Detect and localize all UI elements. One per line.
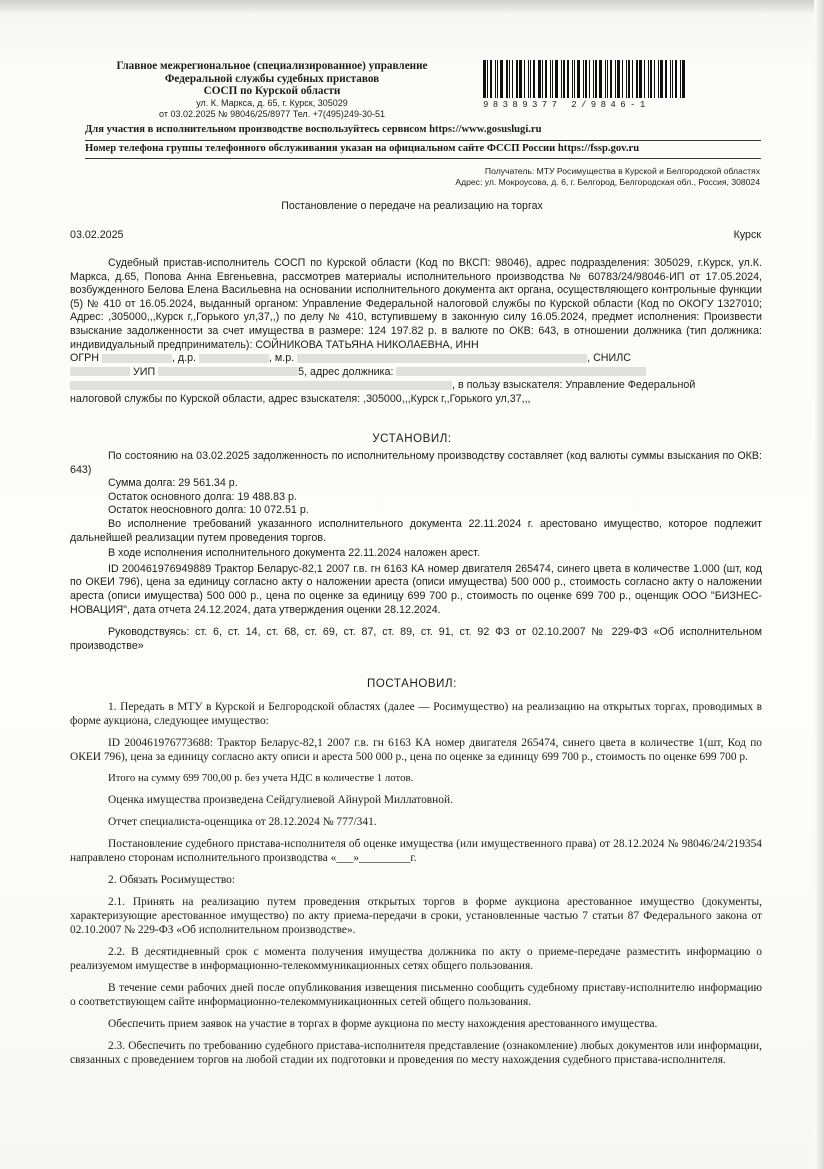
barcode-number: 98389377 2/9846-1 xyxy=(483,100,650,110)
barcode-bar xyxy=(524,60,525,98)
decision-2: 2. Обязать Росимущество: xyxy=(108,874,236,886)
recipient-address: Адрес: ул. Мокроусова, д. 6, г. Белгород, Белгородская обл., Россия, 308024 xyxy=(455,177,760,187)
issuer-ref: от 03.02.2025 № 98046/25/8977 Тел. +7(495)249-30-51 xyxy=(159,108,385,119)
barcode-bar xyxy=(516,60,518,98)
debt-main: Остаток основного долга: 19 488.83 р. xyxy=(108,490,297,503)
date-city-row xyxy=(70,229,761,241)
barcode-bar xyxy=(577,60,580,98)
barcode-bar xyxy=(636,60,638,98)
barcode-bar xyxy=(648,60,649,98)
barcode-bar xyxy=(615,60,616,98)
barcode-bar xyxy=(550,60,551,98)
intro-block xyxy=(70,257,762,407)
barcode-bar xyxy=(650,60,652,98)
redacted-birthplace xyxy=(297,354,587,363)
barcode-bar xyxy=(628,60,630,98)
barcode-bar xyxy=(660,60,663,98)
barcode-bar xyxy=(528,60,529,98)
legal-basis: Руководствуясь: ст. 6, ст. 14, ст. 68, ст. 69, ст. 87, ст. 89, ст. 91, ст. 92 ФЗ от 02.10.2007 № 229-ФЗ «Об исполнительном производстве» xyxy=(70,626,762,652)
barcode-bar xyxy=(682,60,685,98)
barcode-bar xyxy=(512,60,513,98)
intro-claimant-line xyxy=(70,379,762,393)
phone-notice: Номер телефона группы телефонного обслуживания указан на официальном сайте ФССП России https://fssp.gov.ru xyxy=(85,143,640,154)
decision-1: 1. Передать в МТУ в Курской и Белгородской областях (далее — Росимущество) на реализацию на открытых торгах, проводимых в форме аукциона, следующее имущество: xyxy=(70,701,762,727)
redacted-address-cont xyxy=(70,381,452,390)
barcode-bar xyxy=(593,60,594,98)
decision-2-3: 2.3. Обеспечить по требованию судебного пристава-исполнителя представление (ознакомление) любых документов или информации, связанных с проведением торгов на любой стадии их подготовки и проведения по месту нахождения судебного пристава-исполнителя. xyxy=(70,1040,762,1066)
decision-1-item: ID 200461976773688: Трактор Беларус-82,1 2007 г.в. гн 6163 КА номер двигателя 265474, синего цвета в количестве 1(шт, Код по ОКЕИ 796), цена за единицу согласно акту описи и ареста 500 000 р., цена по оценке за единицу 699 700 р., стоимость по оценке 699 700 р. xyxy=(70,737,762,763)
decision-2-2: 2.2. В десятидневный срок с момента получения имущества должника по акту о приеме-передаче разместить информацию о реализуемом имуществе в информационно-телекоммуникационных сетях общего пользования. xyxy=(70,946,762,972)
issuer-line-2: Федеральной службы судебных приставов xyxy=(164,72,380,85)
barcode-bar xyxy=(658,60,659,98)
established-block xyxy=(70,450,762,653)
barcode-bar xyxy=(644,60,645,98)
debtor-address-label: 5, адрес должника: xyxy=(298,365,394,378)
intro-paragraph: Судебный пристав-исполнитель СОСП по Курской области (Код по ВКСП: 98046), адрес подразделения: 305029, г.Курск, ул.К. Маркса, д.65, Попова Анна Евгеньевна, рассмотрев материалы исполнительного производства № 60783/24/98046-ИП от 17.05.2024, возбужденного Белова Елена Васильевна на основании исполнительного документа акт органа, осуществляющего контрольные функции (5) № 410 от 16.05.2024, выданный органом: Управление Федеральной налоговой службы по Курской области (Код по ОКОГУ 1327010; Адрес: ,305000,,,Курск г,,Горького ул,37,,) по делу № 410, вступившему в законную силу 16.05.2024, предмет исполнения: Произвести взыскание задолженности за счет имущества в размере: 124 197.82 р. в валюте по ОКВ: 643, в отношении должника (тип должника: индивидуальный предприниматель): СОЙНИКОВА ТАТЬЯНА НИКОЛАЕВНА, ИНН xyxy=(70,257,762,351)
debt-nonmain: Остаток неосновного долга: 10 072.51 р. xyxy=(108,504,309,517)
arrest-text: Во исполнение требований указанного исполнительного документа 22.11.2024 г. арестовано имущество, которое подлежит дальнейшей реализации путем проведения торгов. xyxy=(70,517,762,544)
barcode-bar xyxy=(567,60,569,98)
arrest-text-2: В ходе исполнения исполнительного документа 22.11.2024 наложен арест. xyxy=(108,547,480,560)
snils-label: , СНИЛС xyxy=(587,352,631,365)
barcode-bar xyxy=(542,60,543,98)
barcode-bar xyxy=(583,60,584,98)
barcode-bar xyxy=(530,60,531,98)
barcode-bar xyxy=(670,60,671,98)
barcode-bar xyxy=(561,60,562,98)
issuer-address: ул. К. Маркса, д. 65, г. Курск, 305029 xyxy=(196,97,348,108)
barcode-bar xyxy=(574,60,575,98)
barcode-bar xyxy=(622,60,623,98)
barcode-bar xyxy=(599,60,602,98)
arrested-item: ID 200461976949889 Трактор Беларус-82,1 2007 г.в. гн 6163 КА номер двигателя 265474, синего цвета в количестве 1.000 (шт, код по ОКЕИ 796), цена за единицу согласно акту о наложении ареста (описи имущества) 500 000 р., стоимость согласно акту о наложении ареста (описи имущества) 500 000 р., цена по оценке за единицу 699 700 р., стоимость по оценке 699 700 р., оценщик ООО "БИЗНЕС-НОВАЦИЯ", дата отчета 24.12.2024, дата утверждения оценки 28.12.2024. xyxy=(70,562,762,616)
document-city: Курск xyxy=(733,229,761,241)
decision-report: Отчет специалиста-оценщика от 28.12.2024 № 777/341. xyxy=(108,816,377,828)
decided-heading: ПОСТАНОВИЛ: xyxy=(367,678,457,690)
barcode-bar xyxy=(572,60,573,98)
birthdate-label: , д.р. xyxy=(171,352,196,365)
barcode-bars xyxy=(483,60,761,98)
uip-label: УИП xyxy=(132,365,156,378)
barcode-bar xyxy=(680,60,681,98)
barcode-bar xyxy=(595,60,597,98)
barcode-bar xyxy=(607,60,608,98)
barcode-bar xyxy=(483,60,486,98)
barcode-bar xyxy=(509,60,510,98)
barcode-bar xyxy=(506,60,508,98)
intro-uip-line xyxy=(70,366,762,380)
redacted-snils xyxy=(70,367,130,376)
barcode xyxy=(483,60,761,112)
intro-ogrn-line xyxy=(70,352,762,366)
established-heading: УСТАНОВИЛ: xyxy=(372,433,452,445)
barcode-bar xyxy=(497,60,498,98)
debt-state: По состоянию на 03.02.2025 задолженность по исполнительному производству составляет (код валюты суммы взыскания по ОКВ: 643) xyxy=(70,450,762,476)
barcode-bar xyxy=(585,60,587,98)
barcode-bar xyxy=(639,60,642,98)
barcode-bar xyxy=(552,60,553,98)
redacted-birthdate xyxy=(199,354,269,363)
redacted-uip xyxy=(158,367,298,376)
issuer-line-3: СОСП по Курской области xyxy=(203,85,341,98)
document-title: Постановление о передаче на реализацию на торгах xyxy=(281,200,543,212)
divider-2 xyxy=(85,158,761,159)
redacted-ogrn xyxy=(102,354,172,363)
barcode-bar xyxy=(555,60,558,98)
document-date: 03.02.2025 xyxy=(70,229,124,241)
barcode-bar xyxy=(632,60,633,98)
barcode-bar xyxy=(500,60,503,98)
barcode-bar xyxy=(654,60,655,98)
barcode-bar xyxy=(617,60,620,98)
barcode-bar xyxy=(533,60,535,98)
barcode-bar xyxy=(563,60,565,98)
claimant-address: налоговой службы по Курской области, адрес взыскателя: ,305000,,,Курск г,,Горького ул,37,,, xyxy=(70,392,531,405)
issuer-header xyxy=(72,60,472,120)
issuer-line-1: Главное межрегиональное (специализированное) управление xyxy=(116,60,428,72)
barcode-bar xyxy=(626,60,627,98)
decision-total: Итого на сумму 699 700,00 р. без учета НДС в количестве 1 лотов. xyxy=(108,772,414,784)
barcode-bar xyxy=(487,60,488,98)
barcode-bar xyxy=(665,60,667,98)
decision-2-2-b: В течение семи рабочих дней после опубликования извещения письменно сообщить судебному приставу-исполнителю информацию о соответствующем сайте информационно-телекоммуникационных сетей общего пользования. xyxy=(70,982,762,1008)
barcode-bar xyxy=(495,60,496,98)
barcode-bar xyxy=(610,60,612,98)
barcode-bar xyxy=(605,60,606,98)
barcode-bar xyxy=(672,60,673,98)
divider-1 xyxy=(85,140,761,141)
claimant-label: , в пользу взыскателя: Управление Федеральной xyxy=(452,379,696,392)
birthplace-label: , м.р. xyxy=(268,352,295,365)
barcode-bar xyxy=(538,60,541,98)
scan-shadow-top xyxy=(0,0,824,14)
barcode-bar xyxy=(589,60,590,98)
decision-2-1: 2.1. Принять на реализацию путем проведения открытых торгов в форме аукциона арестованное имущество (документы, характеризующие арестованное имущество) по акту приема-передачи в сроки, установленные частью 7 статьи 87 Федерального закона от 02.10.2007 № 229-ФЗ «Об исполнительном производстве». xyxy=(70,896,762,936)
barcode-bar xyxy=(490,60,492,98)
ogrn-label: ОГРН xyxy=(70,352,99,365)
decision-2-2-c: Обеспечить прием заявок на участие в торгах в форме аукциона по месту нахождения арестованного имущества. xyxy=(108,1018,658,1030)
scan-shadow-right xyxy=(814,0,824,1169)
barcode-bar xyxy=(675,60,677,98)
gosuslugi-notice: Для участия в исполнительном производстве воспользуйтесь сервисом https://www.gosuslugi.ru xyxy=(85,124,542,135)
barcode-bar xyxy=(545,60,547,98)
decision-decree: Постановление судебного пристава-исполнителя об оценке имущества (или имущественного права) от 28.12.2024 № 98046/24/219354 направлено сторонам исполнительного производства «___»_________г. xyxy=(70,838,762,864)
decided-block xyxy=(70,700,762,1067)
decision-appraiser: Оценка имущества произведена Сейдгулиевой Айнурой Миллатовной. xyxy=(108,794,453,806)
redacted-debtor-address xyxy=(396,367,646,376)
recipient-line: Получатель: МТУ Росимущества в Курской и Белгородской областях xyxy=(484,166,760,176)
debt-sum: Сумма долга: 29 561.34 р. xyxy=(108,477,238,490)
barcode-bar xyxy=(519,60,522,98)
